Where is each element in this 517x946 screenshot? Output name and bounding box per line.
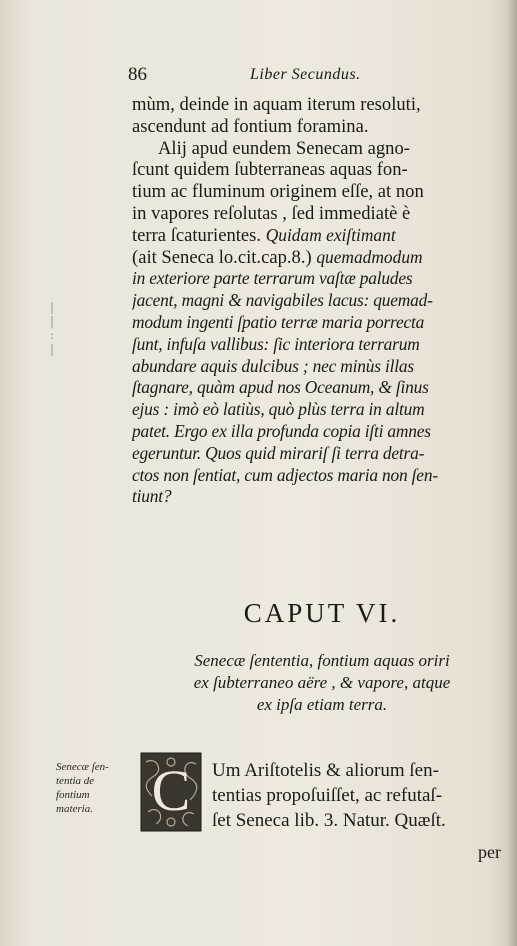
body-line: in vapores reſolutas , ſed immediatè è <box>132 202 411 224</box>
body-line-italic: Quidam exiſtimant <box>265 224 396 245</box>
running-header <box>128 64 508 88</box>
quote-line: ſtagnare, quàm apud nos Oceanum, & ſinus <box>132 377 429 398</box>
body-line-text: (ait Seneca lo.cit.cap.8.) <box>132 246 312 268</box>
subtitle-line: Senecæ ſententia, fontium aquas oriri <box>194 651 450 670</box>
page-edge-shadow <box>507 0 517 946</box>
quote-line: ctos non ſentiat, cum adjectos maria non ſen- <box>132 464 438 485</box>
para2-line: Um Ariſtotelis & aliorum ſen- <box>212 760 439 781</box>
quote-line: ejus : imò eò latiùs, quò plùs terra in altum <box>132 399 425 420</box>
ornament-icon <box>140 752 202 832</box>
body-line: ascendunt ad fontium foramina. <box>132 115 369 137</box>
body-line-text: terra ſcaturientes. <box>132 224 262 246</box>
margin-note-line: Senecæ ſen- <box>56 761 109 773</box>
body-line-italic: quemadmodum <box>316 246 423 267</box>
quote-line: modum ingenti ſpatio terræ maria porrecta <box>132 311 425 332</box>
drop-initial-letter: C <box>151 758 191 823</box>
margin-note-line: tentia de <box>56 775 95 787</box>
body-text <box>132 94 512 508</box>
margin-note-line: fontium <box>56 789 90 801</box>
page-number: 86 <box>128 64 147 85</box>
body-line <box>132 247 512 269</box>
gutter-bleed-marks: | | : | <box>50 300 55 356</box>
subtitle-line: ex ſubterraneo aëre , & vapore, atque <box>193 673 451 692</box>
chapter-subtitle <box>132 650 512 716</box>
quote-line: tiunt? <box>132 486 172 507</box>
body-line <box>132 225 512 247</box>
body-line: Alij apud eundem Senecam agno- <box>158 137 410 159</box>
quote-line: jacent, magni & navigabiles lacus: quemad- <box>132 290 433 311</box>
quote-line: egeruntur. Quos quid mirariſ ſi terra detra- <box>132 442 425 463</box>
decorated-initial <box>140 752 202 832</box>
para2-line: tentias propoſuiſſet, ac refutaſ- <box>212 785 443 806</box>
paragraph-two <box>212 758 512 833</box>
body-line: tium ac fluminum originem eſſe, at non <box>132 181 424 203</box>
chapter-heading: CAPUT VI. <box>243 598 401 628</box>
quote-line: abundare aquis dulcibus ; nec minùs illas <box>132 355 414 376</box>
para2-line: ſet Seneca lib. 3. Natur. Quæſt. <box>212 810 446 831</box>
margin-note <box>56 760 132 816</box>
quote-line: in exteriore parte terrarum vaſtæ paludes <box>132 268 413 289</box>
subtitle-line: ex ipſa etiam terra. <box>256 695 388 714</box>
body-line: ſcunt quidem ſubterraneas aquas fon- <box>132 159 408 181</box>
margin-note-line: materia. <box>56 803 93 815</box>
quote-line: ſunt, infuſa vallibus: ſic interiora terrarum <box>132 333 420 354</box>
catchword: per <box>478 842 501 862</box>
body-line: mùm, deinde in aquam iterum resoluti, <box>132 94 421 115</box>
running-title: Liber Secundus. <box>250 66 361 83</box>
quote-line: patet. Ergo ex illa profunda copia iſti amnes <box>132 420 431 441</box>
